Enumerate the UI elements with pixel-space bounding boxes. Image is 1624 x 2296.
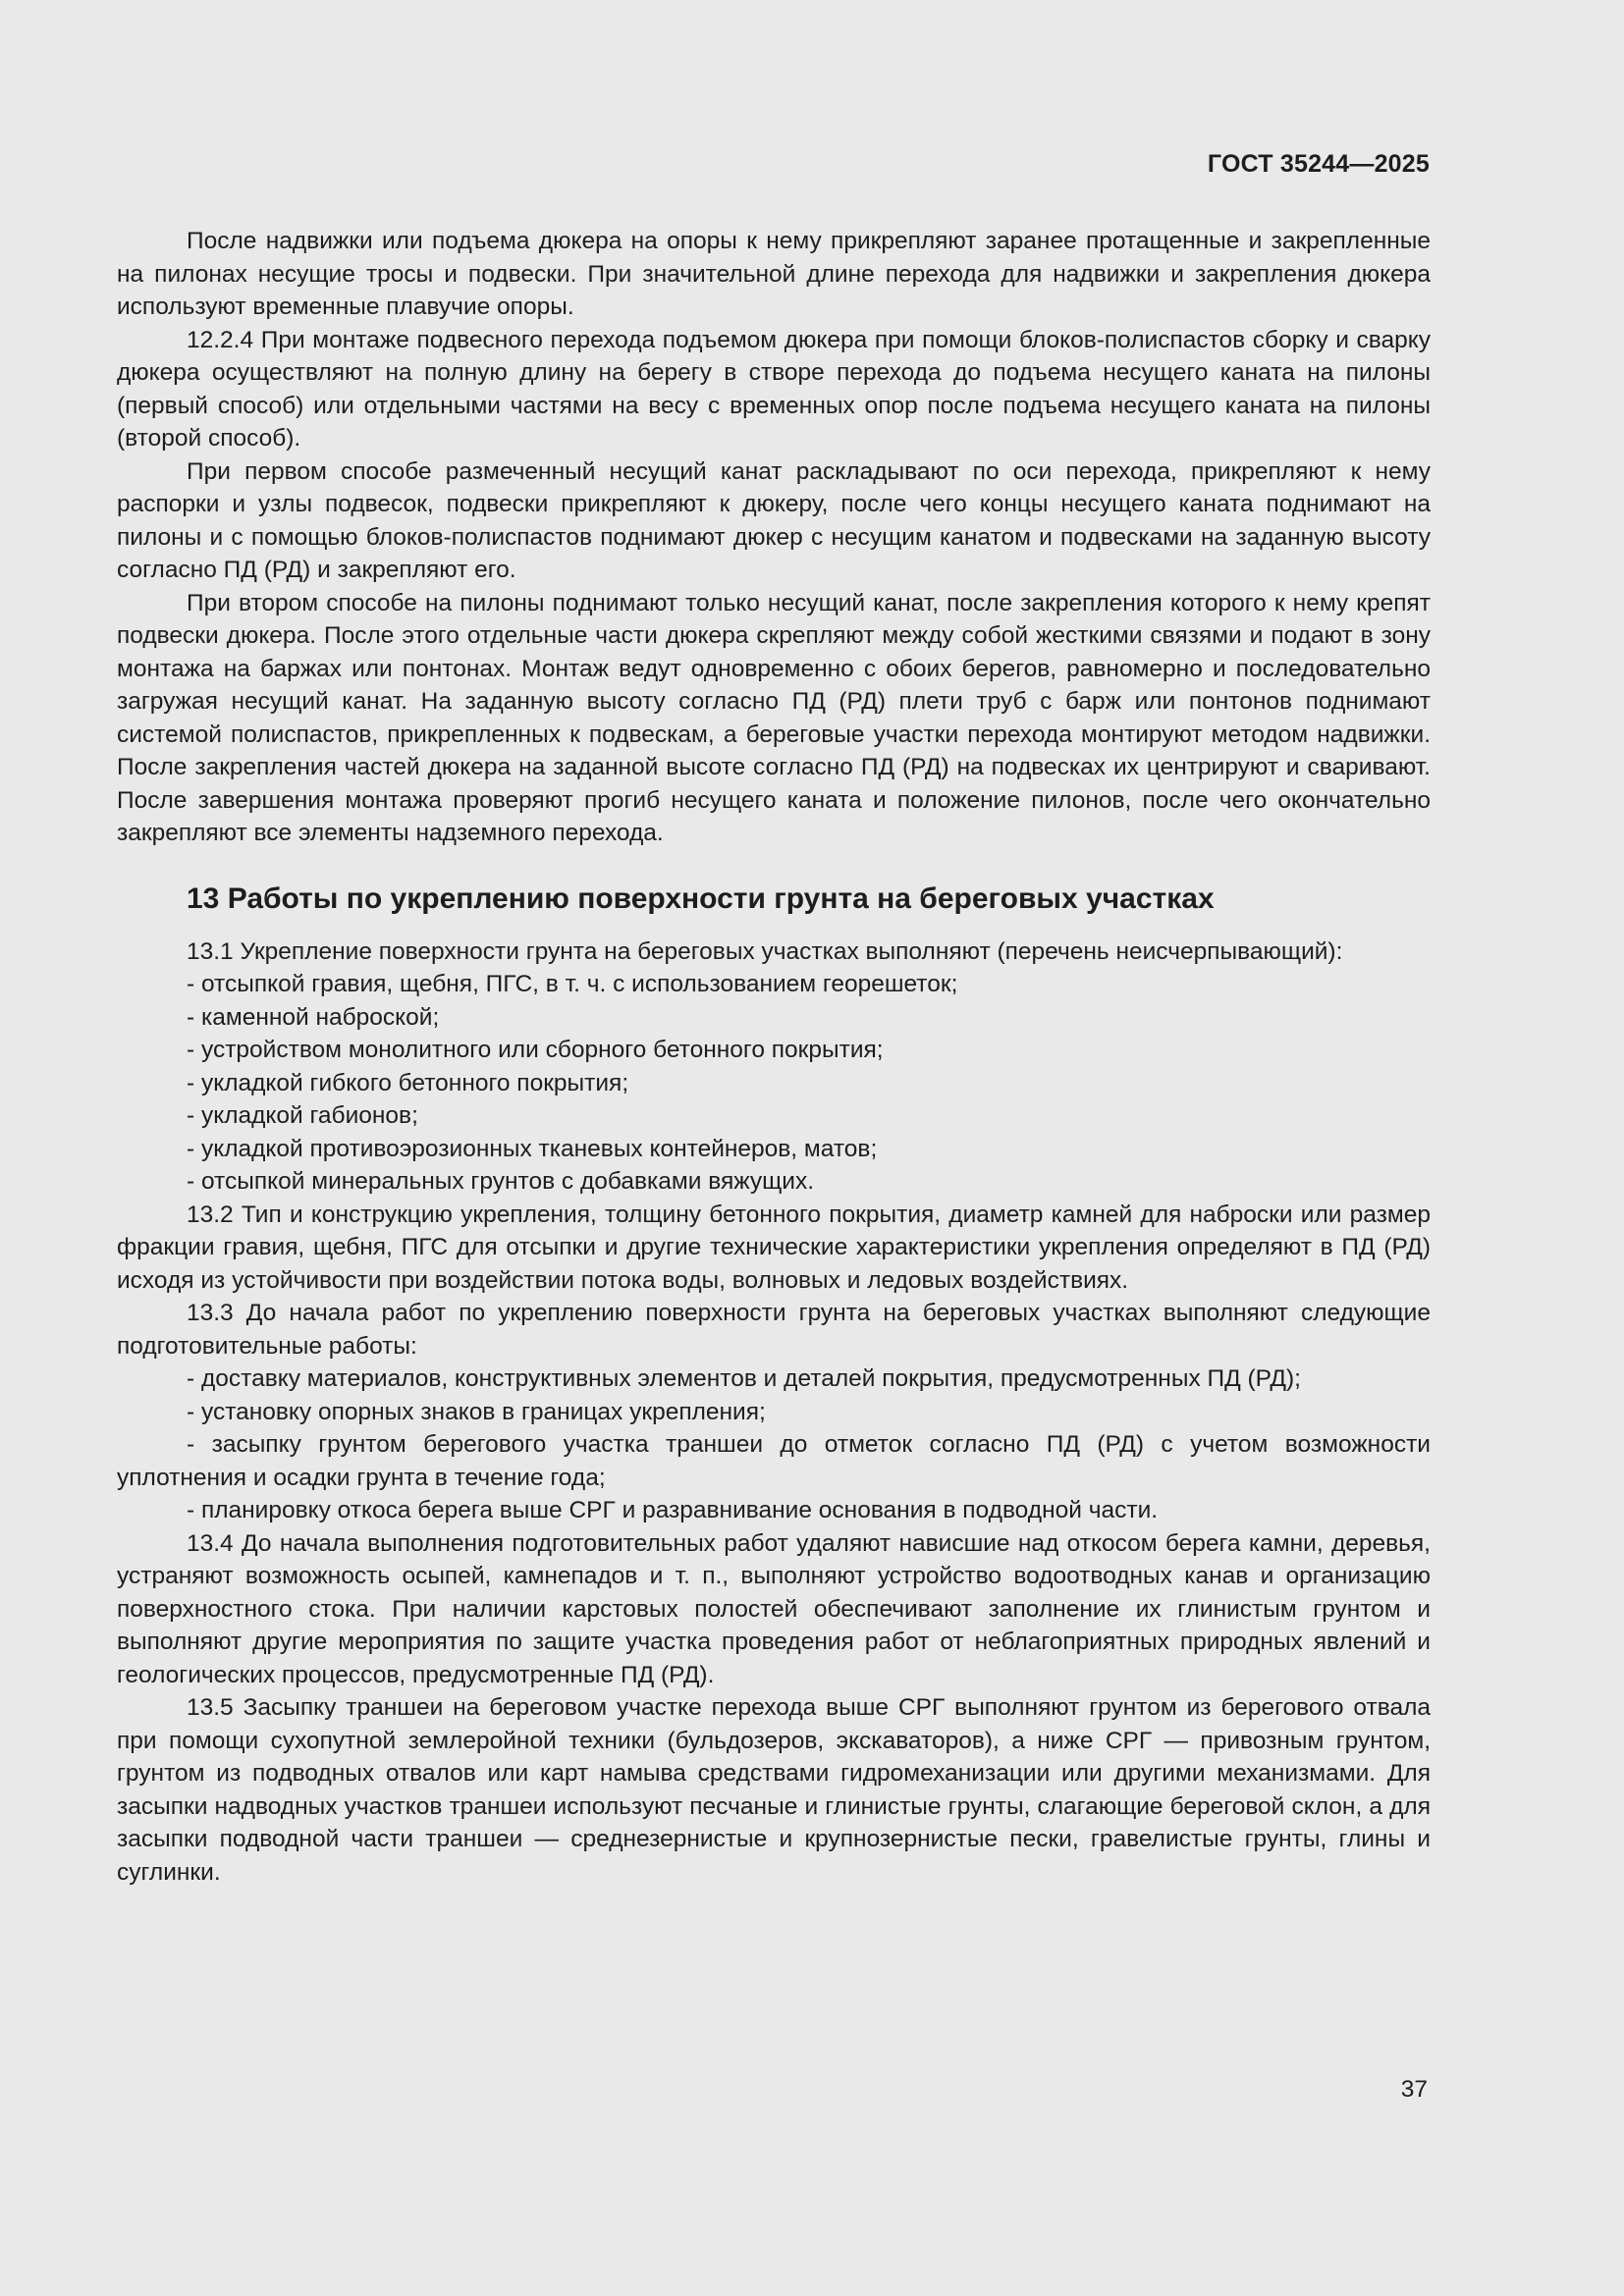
paragraph: При первом способе размеченный несущий канат раскладывают по оси перехода, прикрепляют к нему распорки и узлы подвесок, подвески прикрепляют к дюкеру, после чего концы несущего каната поднимают на пилоны и с помощью блоков-полиспастов поднимают дюкер с несущим канатом и подвесками на заданную высоту согласно ПД (РД) и закрепляют его.	[117, 457, 1431, 583]
paragraph-13-3: 13.3 До начала работ по укреплению поверхности грунта на береговых участках выполняют следующие подготовительные работы:	[117, 1300, 1431, 1360]
paragraph-12-2-4: 12.2.4 При монтаже подвесного перехода подъемом дюкера при помощи блоков-полиспастов сборку и сварку дюкера осуществляют на полную длину на берегу в створе перехода до подъема несущего каната на пилоны (первый способ) или отдельными частями на весу с временных опор после подъема несущего каната на пилоны (второй способ).	[117, 326, 1431, 452]
paragraph-13-2: 13.2 Тип и конструкцию укрепления, толщину бетонного покрытия, диаметр камней для наброски или размер фракции гравия, щебня, ПГС для отсыпки и другие технические характеристики укрепления определяют в ПД (РД) исходя из устойчивости при воздействии потока воды, волновых и ледовых воздействиях.	[117, 1201, 1431, 1294]
list-item: - устройством монолитного или сборного бетонного покрытия;	[187, 1037, 884, 1063]
list-item: - укладкой противоэрозионных тканевых контейнеров, матов;	[187, 1135, 878, 1162]
paragraph: После надвижки или подъема дюкера на опоры к нему прикрепляют заранее протащенные и закрепленные на пилонах несущие тросы и подвески. При значительной длине перехода для надвижки и закрепления дюкера используют временные плавучие опоры.	[117, 228, 1431, 320]
list-item: - отсыпкой гравия, щебня, ПГС, в т. ч. с использованием георешеток;	[187, 971, 958, 997]
paragraph-13-1: 13.1 Укрепление поверхности грунта на береговых участках выполняют (перечень неисчерпывающий):	[187, 937, 1343, 965]
list-item: - засыпку грунтом берегового участка траншеи до отметок согласно ПД (РД) с учетом возможности уплотнения и осадки грунта в течение года;	[117, 1431, 1431, 1491]
list-item: - установку опорных знаков в границах укрепления;	[187, 1398, 766, 1425]
list-item: - укладкой гибкого бетонного покрытия;	[187, 1069, 629, 1096]
paragraph: При втором способе на пилоны поднимают только несущий канат, после закрепления которого к нему крепят подвески дюкера. После этого отдельные части дюкера скрепляют между собой жесткими связями и подают в зону монтажа на баржах или понтонах. Монтаж ведут одновременно с обоих берегов, равномерно и последовательно загружая несущий канат. На заданную высоту согласно ПД (РД) плети труб с барж или понтонов поднимают системой полиспастов, прикрепленных к подвескам, а береговые участки перехода монтируют методом надвижки. После закрепления частей дюкера на заданной высоте согласно ПД (РД) на подвесках их центрируют и сваривают. После завершения монтажа проверяют прогиб несущего каната и положение пилонов, после чего окончательно закрепляют все элементы надземного перехода.	[117, 589, 1431, 846]
document-header-id: ГОСТ 35244—2025	[1207, 150, 1430, 178]
section-13-title: 13 Работы по укреплению поверхности грунта на береговых участках	[187, 881, 1215, 915]
list-item: - укладкой габионов;	[187, 1102, 418, 1129]
list-item: - каменной наброской;	[187, 1003, 440, 1031]
paragraph-13-5: 13.5 Засыпку траншеи на береговом участке перехода выше СРГ выполняют грунтом из берегового отвала при помощи сухопутной землеройной техники (бульдозеров, экскаваторов), а ниже СРГ — привозным грунтом, грунтом из подводных отвалов или карт намыва средствами гидромеханизации или другими механизмами. Для засыпки надводных участков траншеи используют песчаные и глинистые грунты, слагающие береговой склон, а для засыпки подводной части траншеи — среднезернистые и крупнозернистые пески, гравелистые грунты, глины и суглинки.	[117, 1694, 1431, 1886]
paragraph-13-4: 13.4 До начала выполнения подготовительных работ удаляют нависшие над откосом берега камни, деревья, устраняют возможность осыпей, камнепадов и т. п., выполняют устройство водоотводных канав и организацию поверхностного стока. При наличии карстовых полостей обеспечивают заполнение их глинистым грунтом и выполняют другие мероприятия по защите участка проведения работ от неблагоприятных природных явлений и геологических процессов, предусмотренные ПД (РД).	[117, 1529, 1431, 1688]
page-number: 37	[1400, 2076, 1428, 2103]
list-item: - отсыпкой минеральных грунтов с добавками вяжущих.	[187, 1168, 815, 1195]
list-item: - планировку откоса берега выше СРГ и разравнивание основания в подводной части.	[187, 1497, 1159, 1523]
page-body	[117, 225, 1431, 1889]
list-item: - доставку материалов, конструктивных элементов и деталей покрытия, предусмотренных ПД (РД);	[187, 1365, 1301, 1392]
